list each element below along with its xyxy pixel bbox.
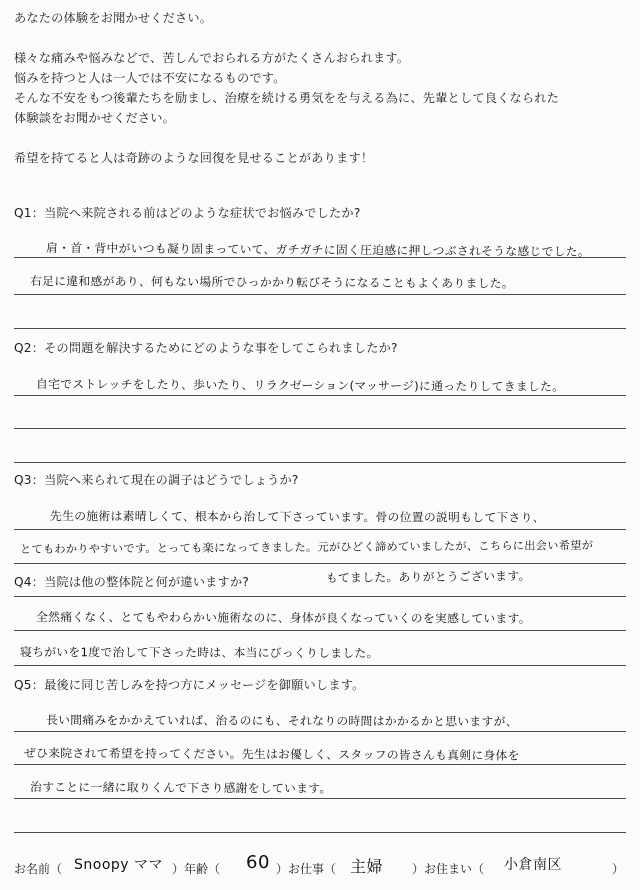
question-5-label: Q5：最後に同じ苦しみを持つ方にメッセージを御願いします。 xyxy=(14,678,365,692)
answer-2-line-1: 自宅でストレッチをしたり、歩いたり、リラクゼーション(マッサージ)に通ったりしてきました。 xyxy=(36,377,565,394)
answer-rule xyxy=(14,630,626,631)
answer-rule xyxy=(14,665,626,666)
answer-5-line-2: ぜひ来院されて希望を持ってください。先生はお優しく、スタッフの皆さんも真剣に身体を xyxy=(24,746,520,763)
blank-line xyxy=(14,28,630,48)
name-label: お名前（ xyxy=(14,862,63,876)
question-1-label: Q1：当院へ来院される前はどのような症状でお悩みでしたか? xyxy=(14,206,361,220)
answer-rule xyxy=(14,328,626,329)
answer-5-line-1: 長い間痛みをかかえていれば、治るのにも、それなりの時間はかかるかと思いますが、 xyxy=(46,713,518,729)
question-3-label: Q3：当院へ来られて現在の調子はどうでしょうか? xyxy=(14,473,299,487)
name-value: Snoopy ママ xyxy=(74,857,164,873)
question-4-label: Q4：当院は他の整体院と何が違いますか? xyxy=(14,575,250,589)
answer-rule xyxy=(14,563,626,564)
job-value: 主婦 xyxy=(350,857,384,876)
answer-1-line-1: 肩・首・背中がいつも凝り固まっていて、ガチガチに固く圧迫感に押しつぶされそうな感じでした。 xyxy=(46,241,590,259)
intro-section xyxy=(14,8,630,168)
intro-closing: 希望を持てると人は奇跡のような回復を見せることがあります！ xyxy=(14,151,374,165)
blank-line xyxy=(14,128,630,148)
age-value: 60 xyxy=(246,852,270,873)
respondent-info xyxy=(14,852,630,882)
age-label: ）年齢（ xyxy=(172,862,221,876)
answer-rule xyxy=(14,257,626,258)
job-label: ）お仕事（ xyxy=(276,862,337,876)
answer-rule xyxy=(14,596,626,597)
answer-rule xyxy=(14,832,626,833)
answer-rule xyxy=(14,462,626,463)
answer-rule xyxy=(14,731,626,732)
answer-rule xyxy=(14,294,626,295)
answer-rule xyxy=(14,798,626,799)
answer-rule xyxy=(14,529,626,530)
answer-3-line-1: 先生の施術は素晴しくて、根本から治して下さっています。骨の位置の説明もして下さり、 xyxy=(50,509,545,525)
answer-rule xyxy=(14,395,626,396)
intro-line-3: そんな不安をもつ後輩たちを励まし、治療を続ける勇気をを与える為に、先輩として良くなられた xyxy=(14,91,560,105)
question-2-label: Q2：その問題を解決するためにどのような事をしてこられましたか? xyxy=(14,341,398,355)
intro-line-1: 様々な痛みや悩みなどで、苦しんでおられる方がたくさんおられます。 xyxy=(14,51,410,65)
answer-3-line-3: もてました。ありがとうございます。 xyxy=(325,568,531,586)
answer-4-line-1: 全然痛くなく、とてもやわらかい施術なのに、身体が良くなっていくのを実感しています。 xyxy=(36,610,531,626)
answer-rule xyxy=(14,764,626,765)
intro-line-4: 体験談をお聞かせください。 xyxy=(14,111,176,125)
answer-3-line-2: とてもわかりやすいです。とっても楽になってきました。元がひどく諦めていましたが、こちらに出会い希望が xyxy=(19,538,594,556)
intro-heading: あなたの体験をお聞かせください。 xyxy=(14,11,213,25)
address-value: 小倉南区 xyxy=(504,857,562,873)
answer-4-line-2: 寝ちがいを1度で治して下さった時は、本当にびっくりしました。 xyxy=(20,645,379,661)
intro-line-2: 悩みを持つと人は一人では不安になるものです。 xyxy=(14,71,286,85)
address-close: ） xyxy=(612,862,625,876)
answer-1-line-2: 右足に違和感があり、何もない場所でひっかかり転びそうになることもよくありました。 xyxy=(30,274,514,291)
answer-rule xyxy=(14,428,626,429)
address-label: ）お住まい（ xyxy=(412,862,485,876)
answer-5-line-3: 治すことに一緒に取りくんで下さり感謝をしています。 xyxy=(30,780,332,796)
